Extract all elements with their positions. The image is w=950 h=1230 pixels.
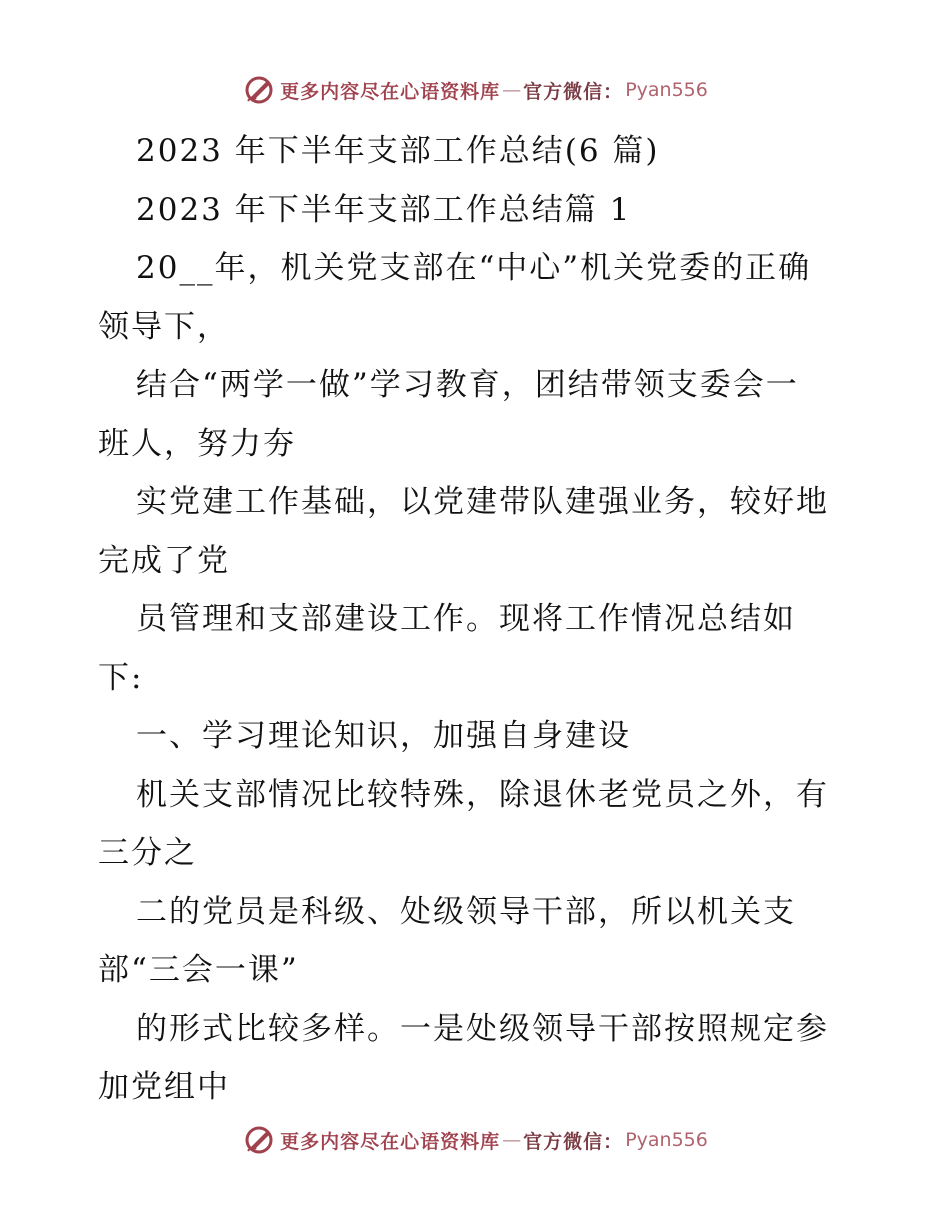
- text-line: 一、学习理论知识，加强自身建设: [136, 718, 631, 754]
- text-line: 三分之: [98, 835, 197, 871]
- header-watermark: [0, 70, 950, 110]
- footer-brand-text: 更多内容尽在心语资料库: [280, 1130, 501, 1153]
- header-separator: —: [502, 79, 522, 101]
- text-line: 20__年，机关党支部在“中心”机关党委的正确: [136, 250, 812, 286]
- header-wechat-id: Pyan556: [625, 79, 708, 101]
- text-line: 员管理和支部建设工作。现将工作情况总结如: [136, 601, 796, 637]
- text-line: 加党组中: [98, 1069, 230, 1105]
- text-line: 结合“两学一做”学习教育，团结带领支委会一: [136, 367, 799, 403]
- text-line: 班人，努力夯: [98, 425, 296, 462]
- footer-official-label: 官方微信：: [523, 1130, 624, 1153]
- text-line: 机关支部情况比较特殊，除退休老党员之外，有: [136, 776, 829, 813]
- text-line: 2023 年下半年支部工作总结篇 1: [136, 191, 632, 228]
- footer-watermark: [0, 1120, 950, 1160]
- text-line: 实党建工作基础，以党建带队建强业务，较好地: [136, 484, 829, 520]
- pen-circle-logo-icon: [242, 1123, 276, 1157]
- footer-separator: —: [502, 1129, 522, 1151]
- text-line: 领导下，: [98, 308, 230, 345]
- text-line: 下:: [98, 659, 144, 696]
- header-brand-text: 更多内容尽在心语资料库: [280, 80, 501, 103]
- pen-circle-logo-icon: [242, 73, 276, 107]
- header-official-label: 官方微信：: [523, 80, 624, 103]
- text-line: 的形式比较多样。一是处级领导干部按照规定参: [136, 1010, 829, 1047]
- footer-wechat-id: Pyan556: [625, 1129, 708, 1151]
- document-body: [98, 122, 858, 1117]
- text-line: 2023 年下半年支部工作总结(6 篇): [136, 133, 660, 169]
- text-line: 部“三会一课”: [98, 952, 299, 988]
- text-line: 完成了党: [98, 542, 230, 579]
- text-line: 二的党员是科级、处级领导干部，所以机关支: [136, 893, 796, 930]
